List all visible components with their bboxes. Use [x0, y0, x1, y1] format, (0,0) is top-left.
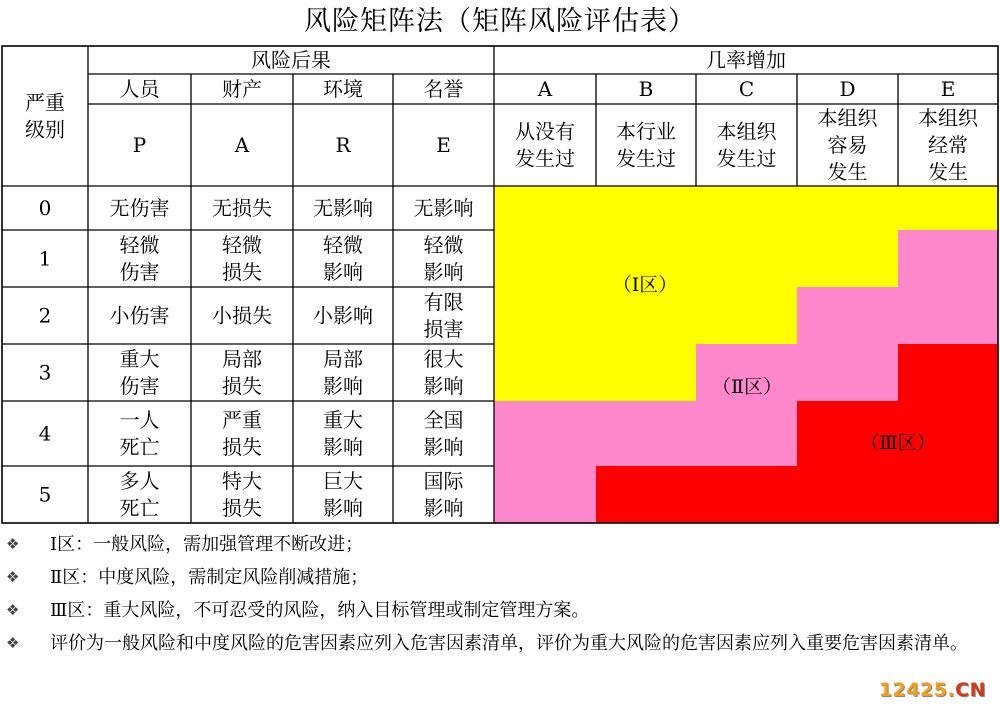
consequence-code-A: A: [234, 133, 250, 157]
zone-cell-1-4: [898, 230, 998, 287]
likelihood-desc-B: 本行业发生过: [616, 119, 676, 171]
zone-cell-5-2: [696, 466, 797, 523]
likelihood-desc-A: 从没有发生过: [515, 119, 575, 171]
consequence-cell-2-3: 有限损害: [423, 290, 464, 341]
consequence-cell-1-0: 轻微伤害: [119, 233, 160, 284]
notes-list: [0, 528, 1000, 660]
zone-cell-0-2: [696, 186, 797, 230]
page-title: 风险矩阵法（矩阵风险评估表）: [304, 6, 696, 37]
severity-level-3: 3: [38, 360, 52, 385]
diamond-bullet-icon: ❖: [6, 601, 20, 619]
consequence-cell-5-3: 国际影响: [423, 469, 464, 520]
likelihood-header: 几率增加: [706, 48, 786, 72]
consequence-cell-2-1: 小损失: [212, 303, 272, 328]
zone-cell-0-1: [596, 186, 696, 230]
consequence-cell-0-3: 无影响: [413, 196, 474, 220]
zone-cell-5-1: [596, 466, 696, 523]
zone-cell-3-3: [797, 344, 898, 401]
consequence-cell-5-2: 巨大影响: [323, 469, 363, 520]
consequence-cell-3-0: 重大伤害: [119, 347, 160, 398]
zone-cell-2-3: [797, 287, 898, 344]
note-item-zone-3: [0, 594, 1000, 627]
note-item-zone-2: [0, 561, 1000, 594]
consequence-cell-3-3: 很大影响: [423, 347, 464, 398]
zone-cell-3-0: [494, 344, 596, 401]
likelihood-col-E: E: [940, 77, 956, 101]
likelihood-desc-C: 本组织发生过: [716, 119, 777, 171]
watermark-main: 12425.: [878, 679, 956, 701]
severity-header: 严重级别: [25, 90, 65, 142]
zone-cell-0-4: [898, 186, 998, 230]
likelihood-col-D: D: [839, 77, 856, 101]
likelihood-col-C: C: [738, 77, 755, 101]
consequence-code-E: E: [436, 133, 451, 157]
consequence-cell-5-0: 多人死亡: [119, 469, 160, 520]
note-text: Ⅱ区：中度风险，需制定风险削减措施；: [50, 567, 369, 588]
diamond-bullet-icon: ❖: [6, 535, 20, 553]
likelihood-col-B: B: [638, 77, 654, 101]
consequence-cell-4-2: 重大影响: [323, 408, 363, 459]
consequence-col-R: 环境: [323, 77, 363, 101]
severity-level-1: 1: [38, 246, 52, 271]
consequence-cell-0-2: 无影响: [313, 196, 373, 220]
note-text: Ⅰ区：一般风险，需加强管理不断改进；: [50, 534, 364, 555]
zone-cell-1-3: [797, 230, 898, 287]
consequence-cell-3-2: 局部影响: [323, 347, 363, 398]
zone-cell-5-3: [797, 466, 898, 523]
zone-cell-2-0: [494, 287, 596, 344]
consequence-cell-3-1: 局部损失: [222, 347, 262, 398]
consequence-code-R: R: [335, 133, 351, 157]
zone-cell-2-4: [898, 287, 998, 344]
consequence-cell-0-1: 无损失: [212, 196, 272, 220]
zone-cell-4-2: [696, 401, 797, 466]
severity-level-0: 0: [38, 196, 52, 220]
consequence-cell-1-1: 轻微损失: [222, 233, 262, 284]
likelihood-desc-D: 本组织容易发生: [817, 106, 878, 184]
consequence-col-P: 人员: [119, 77, 160, 101]
consequence-code-P: P: [132, 133, 147, 157]
consequence-cell-4-0: 一人死亡: [119, 408, 160, 459]
consequence-header: 风险后果: [251, 48, 331, 72]
severity-level-5: 5: [38, 482, 52, 507]
note-item-zone-1: [0, 528, 1000, 561]
likelihood-desc-E: 本组织经常发生: [918, 106, 978, 184]
consequence-cell-1-3: 轻微影响: [423, 233, 464, 284]
consequence-cell-0-0: 无伤害: [109, 196, 170, 220]
zone-cell-0-3: [797, 186, 898, 230]
zone-label-2: （Ⅱ区）: [712, 376, 782, 398]
severity-level-4: 4: [38, 421, 52, 446]
consequence-cell-2-0: 小伤害: [109, 303, 170, 328]
zone-label-1: （Ⅰ区）: [612, 274, 678, 296]
consequence-col-E: 名誉: [423, 77, 464, 101]
consequence-cell-4-1: 严重损失: [222, 408, 262, 459]
zone-cell-4-1: [596, 401, 696, 466]
zone-cell-4-0: [494, 401, 596, 466]
zone-cell-5-0: [494, 466, 596, 523]
zone-cell-2-2: [696, 287, 797, 344]
consequence-cell-2-2: 小影响: [313, 303, 373, 328]
watermark-accent: CN: [955, 679, 986, 701]
diamond-bullet-icon: ❖: [6, 568, 20, 586]
zone-cell-0-0: [494, 186, 596, 230]
zone-cell-1-2: [696, 230, 797, 287]
note-item-evaluation: [0, 627, 1000, 660]
consequence-col-A: 财产: [222, 77, 262, 101]
site-watermark: [879, 679, 986, 701]
diamond-bullet-icon: ❖: [6, 634, 20, 652]
note-text: Ⅲ区：重大风险，不可忍受的风险，纳入目标管理或制定管理方案。: [50, 600, 590, 621]
zone-cell-5-4: [898, 466, 998, 523]
risk-matrix-table: [0, 44, 1000, 525]
consequence-cell-1-2: 轻微影响: [323, 233, 363, 284]
zone-cell-3-4: [898, 344, 998, 401]
zone-cell-1-0: [494, 230, 596, 287]
note-text: 评价为一般风险和中度风险的危害因素应列入危害因素清单，评价为重大风险的危害因素应列入重要危害因素清单。: [50, 633, 968, 654]
zone-cell-3-1: [596, 344, 696, 401]
consequence-cell-5-1: 特大损失: [222, 469, 262, 520]
severity-level-2: 2: [38, 303, 52, 328]
zone-label-3: （Ⅲ区）: [860, 432, 936, 454]
likelihood-col-A: A: [537, 77, 553, 101]
consequence-cell-4-3: 全国影响: [423, 408, 464, 459]
